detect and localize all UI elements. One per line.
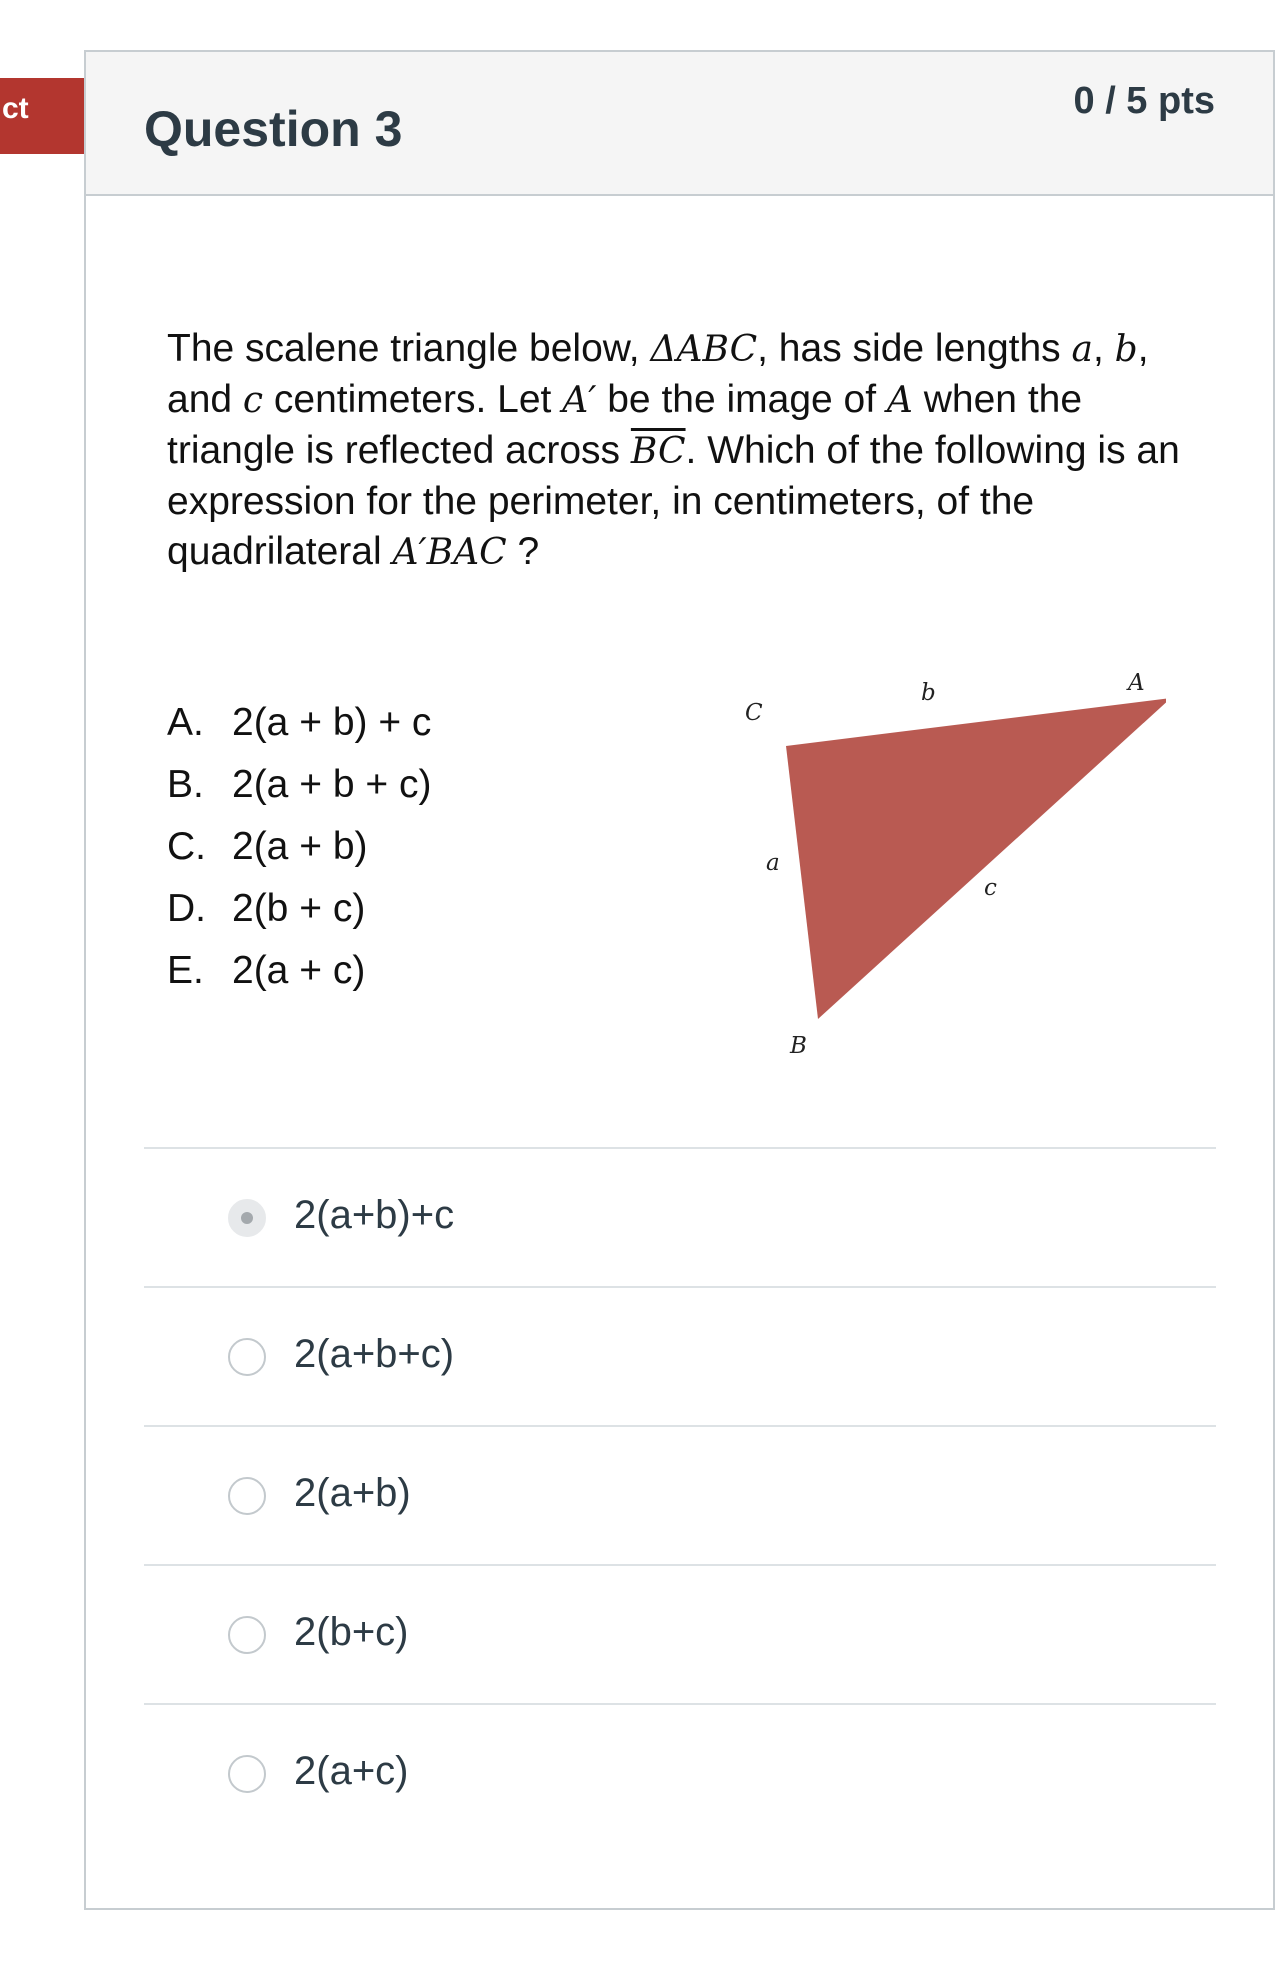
problem-text: The scalene triangle below, ΔABC, has side lengths a, b, and c centimeters. Let A′ be the image of A when the triangle is reflected across $\overline{BC}$. Which of the following is an expression for the perimeter, in centimeters, of the quadrilateral A′BAC ? [167,327,1180,573]
label-vertex-a: A [1128,670,1145,696]
choice-list [167,692,431,1002]
answer-option[interactable] [144,1703,1216,1842]
answer-label: 2(b+c) [294,1610,409,1654]
question-points: 0 / 5 pts [1073,80,1215,122]
label-side-c: c [984,875,997,901]
question-card [84,50,1275,1910]
choice-c: C. 2(a + b) [167,825,368,868]
choice-b: B. 2(a + b + c) [167,763,432,806]
answer-label: 2(a+b+c) [294,1332,455,1376]
radio-icon[interactable] [228,1338,266,1376]
question-header [86,52,1273,196]
triangle-shape [786,698,1166,1019]
triangle-figure [646,612,1166,1072]
answer-label: 2(a+c) [294,1749,409,1793]
flag-label: ct [2,92,29,125]
choice-a: A. 2(a + b) + c [167,701,432,744]
answer-option[interactable] [144,1564,1216,1703]
question-title: Question 3 [144,101,403,157]
radio-icon[interactable] [228,1477,266,1515]
answer-label: 2(a+b)+c [294,1193,455,1237]
radio-icon[interactable] [228,1616,266,1654]
radio-icon[interactable] [228,1755,266,1793]
answer-option[interactable] [144,1147,1216,1286]
choice-e: E. 2(a + c) [167,949,366,992]
answer-option[interactable] [144,1425,1216,1564]
label-vertex-b: B [790,1033,807,1059]
label-vertex-c: C [745,700,763,726]
answer-option[interactable] [144,1286,1216,1425]
label-side-b: b [921,680,936,706]
answer-label: 2(a+b) [294,1471,411,1515]
radio-selected-icon[interactable] [228,1199,266,1237]
label-side-a: a [766,850,780,876]
choice-d: D. 2(b + c) [167,887,366,930]
answer-list [144,1147,1216,1842]
